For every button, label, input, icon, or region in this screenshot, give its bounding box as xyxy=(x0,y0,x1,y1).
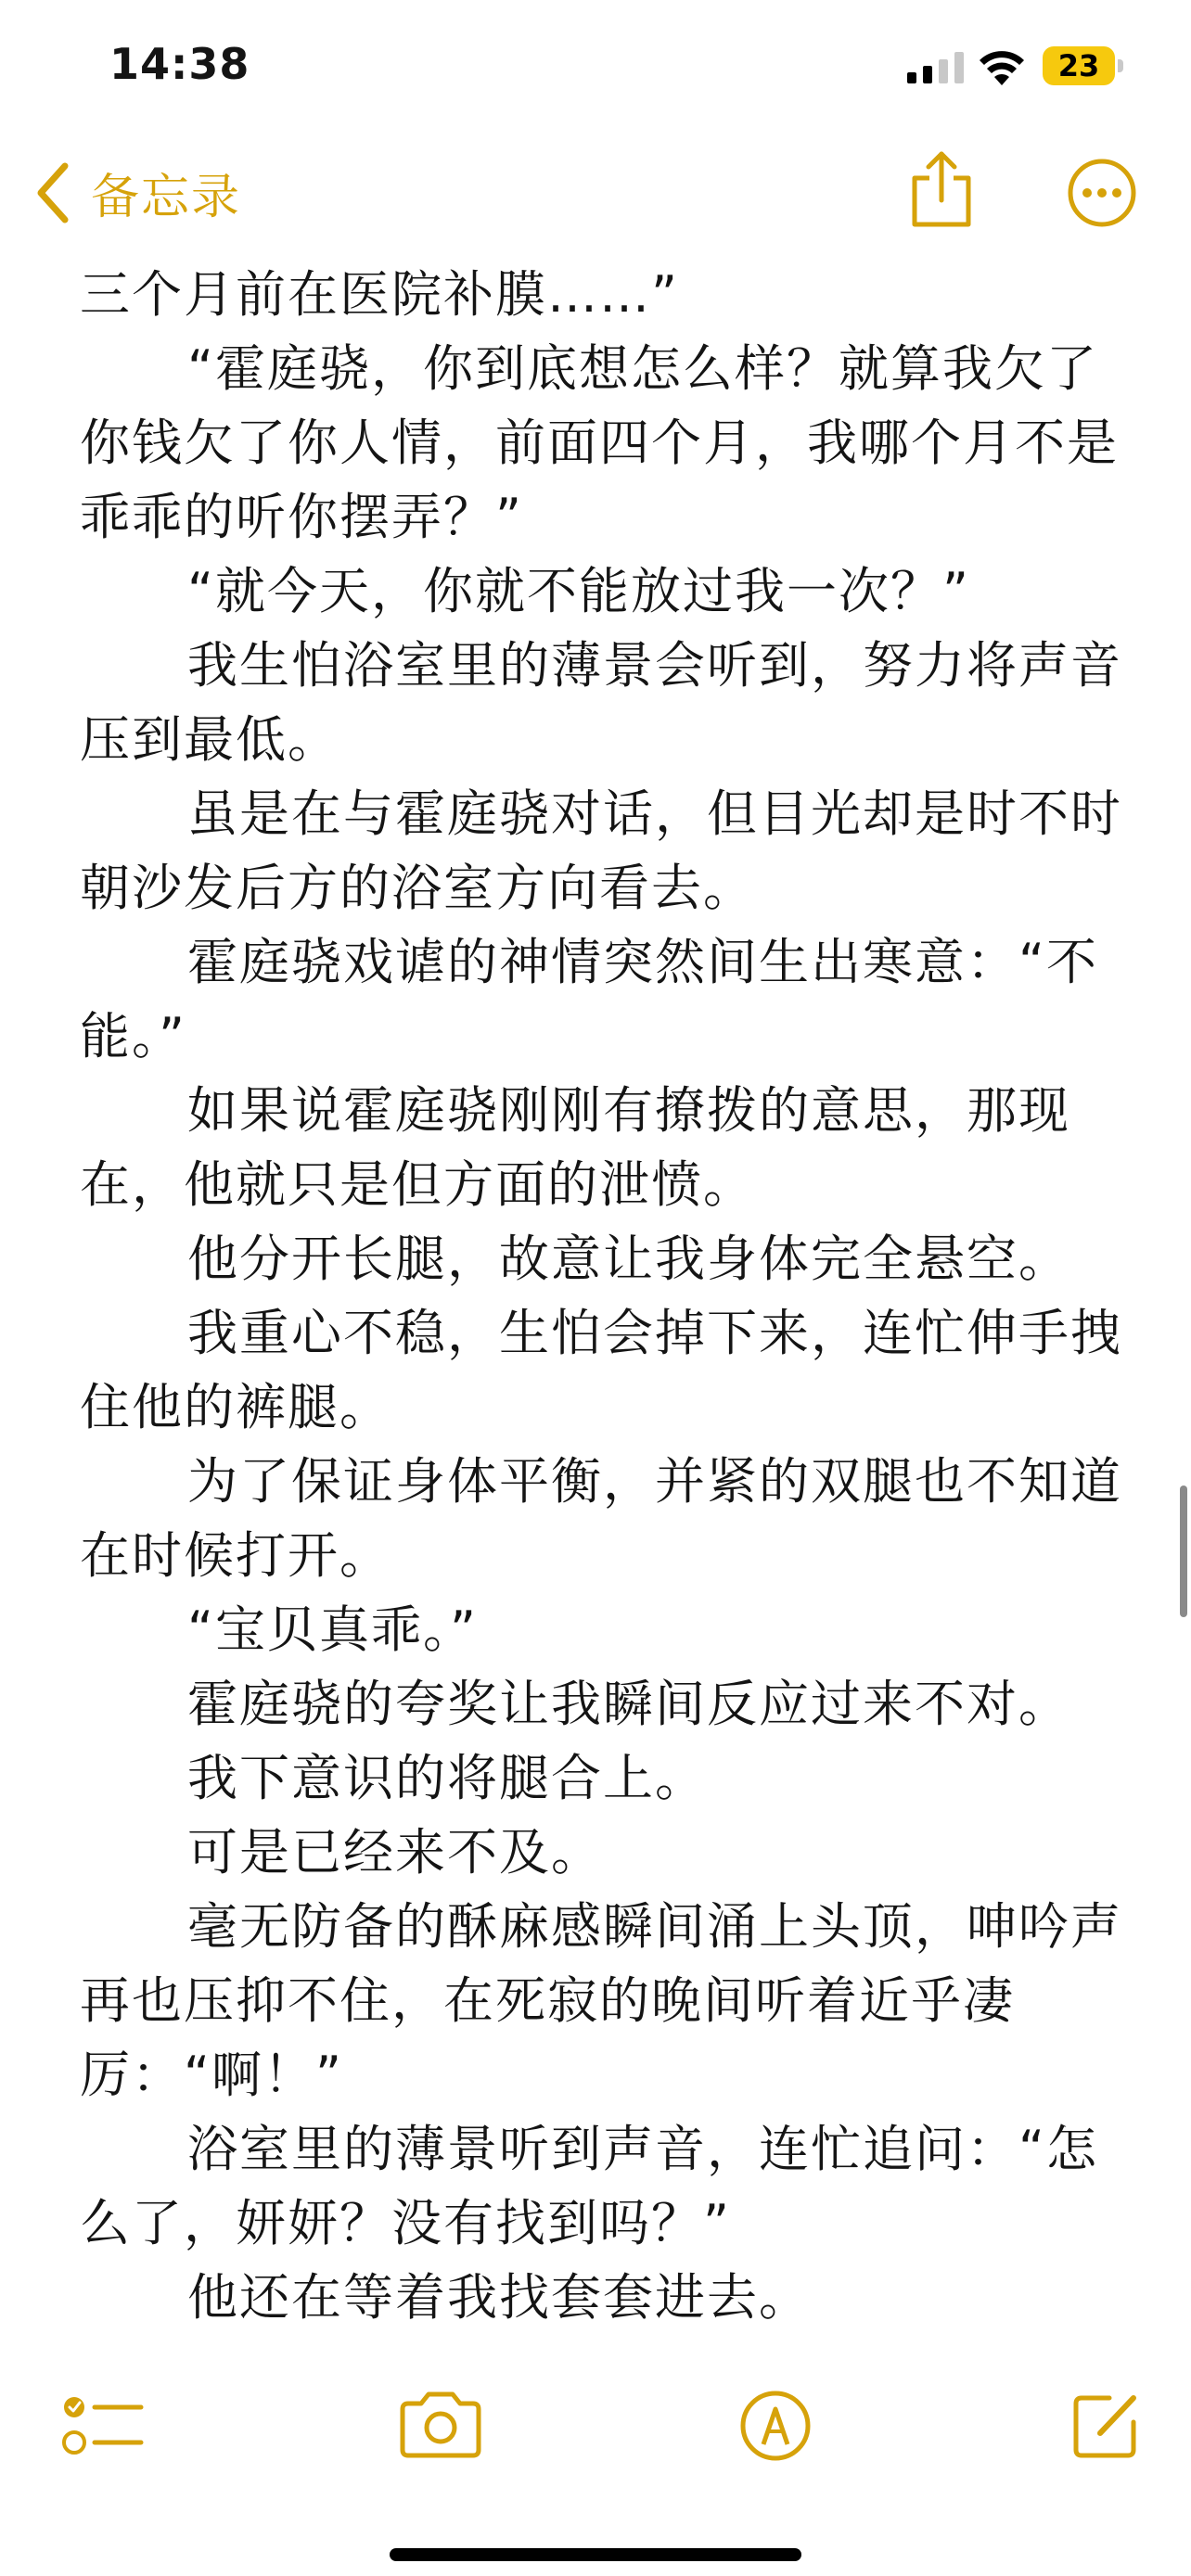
note-paragraph: 他分开长腿，故意让我身体完全悬空。 xyxy=(187,1230,1070,1288)
note-paragraph: 可是已经来不及。 xyxy=(187,1823,603,1881)
chevron-left-icon xyxy=(33,160,72,225)
note-paragraph: 霍庭骁的夸奖让我瞬间反应过来不对。 xyxy=(187,1675,1070,1733)
note-paragraph: 他还在等着我找套套进去。 xyxy=(187,2268,811,2327)
status-bar xyxy=(0,0,1191,130)
note-paragraph: 霍庭骁戏谑的神情突然间生出寒意：“不能。” xyxy=(80,933,1098,1065)
battery-level: 23 xyxy=(1057,48,1100,83)
back-label: 备忘录 xyxy=(91,170,242,225)
note-paragraph: 为了保证身体平衡，并紧的双腿也不知道在时候打开。 xyxy=(80,1452,1122,1585)
note-paragraph: 我重心不稳，生怕会掉下来，连忙伸手拽住他的裤腿。 xyxy=(80,1304,1122,1436)
scroll-indicator[interactable] xyxy=(1180,1486,1187,1617)
note-body[interactable] xyxy=(0,258,1191,2335)
status-time: 14:38 xyxy=(109,39,250,89)
bottom-toolbar xyxy=(0,2355,1191,2485)
camera-icon[interactable] xyxy=(397,2389,484,2461)
navigation-bar xyxy=(0,139,1191,241)
checklist-icon[interactable] xyxy=(61,2389,145,2463)
note-paragraph: 我生怕浴室里的薄景会听到，努力将声音压到最低。 xyxy=(80,636,1122,769)
note-paragraph: 毫无防备的酥麻感瞬间涌上头顶，呻吟声再也压抑不住，在死寂的晚间听着近乎凄厉：“啊！” xyxy=(80,1897,1122,2104)
cellular-signal-icon xyxy=(907,52,965,83)
compose-icon[interactable] xyxy=(1069,2389,1143,2463)
home-indicator[interactable] xyxy=(390,2548,801,2561)
battery-icon xyxy=(1043,46,1126,85)
wifi-icon xyxy=(978,48,1026,85)
more-icon[interactable] xyxy=(1067,158,1137,228)
note-paragraph: “宝贝真乖。” xyxy=(187,1600,478,1659)
note-paragraph: 三个月前在医院补膜……” xyxy=(80,265,679,324)
note-paragraph: 如果说霍庭骁刚刚有撩拨的意思，那现在，他就只是但方面的泄愤。 xyxy=(80,1081,1070,1214)
note-paragraph: “霍庭骁，你到底想怎么样？就算我欠了你钱欠了你人情，前面四个月，我哪个月不是乖乖的听你摆弄？” xyxy=(80,339,1119,546)
note-paragraph: “就今天，你就不能放过我一次？” xyxy=(187,562,970,620)
back-button[interactable] xyxy=(33,158,241,227)
share-icon[interactable] xyxy=(907,150,976,230)
note-paragraph: 浴室里的薄景听到声音，连忙追问：“怎么了，妍妍？没有找到吗？” xyxy=(80,2120,1098,2252)
note-paragraph: 我下意识的将腿合上。 xyxy=(187,1749,707,1807)
note-paragraph: 虽是在与霍庭骁对话，但目光却是时不时朝沙发后方的浴室方向看去。 xyxy=(80,784,1122,917)
markup-pen-icon[interactable] xyxy=(738,2389,813,2463)
